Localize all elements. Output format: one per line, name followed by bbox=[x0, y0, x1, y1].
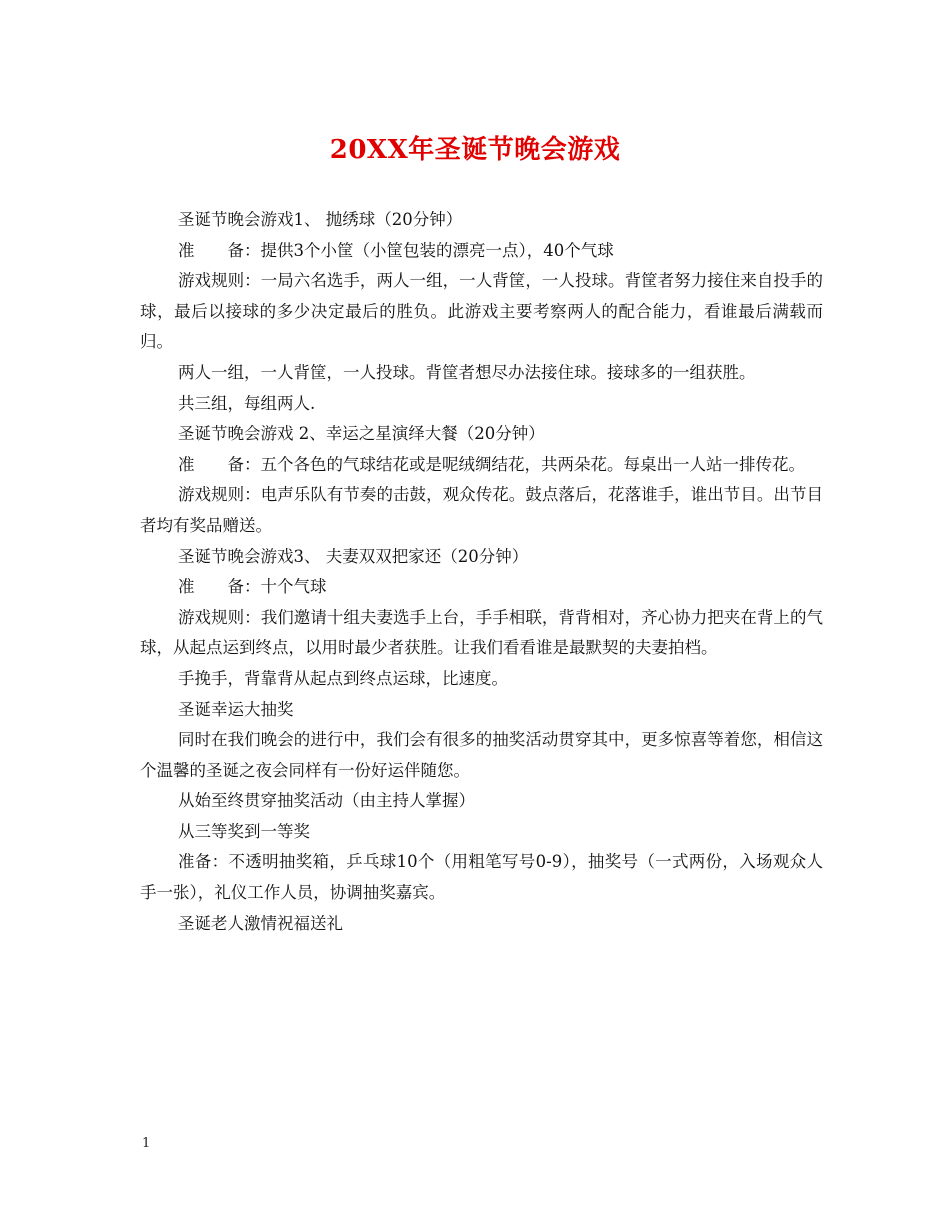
paragraph: 圣诞节晚会游戏1、 抛绣球（20分钟） bbox=[178, 210, 463, 229]
paragraph: 游戏规则：我们邀请十组夫妻选手上台，手手相联，背背相对，齐心协力把夹在背上的气球，从起点运到终点，以用时最少者获胜。让我们看看谁是最默契的夫妻拍档。 bbox=[140, 607, 823, 658]
paragraph: 从三等奖到一等奖 bbox=[178, 821, 310, 841]
paragraph: 手挽手，背靠背从起点到终点运球，比速度。 bbox=[178, 668, 508, 688]
paragraph: 从始至终贯穿抽奖活动（由主持人掌握） bbox=[178, 791, 475, 811]
paragraph: 准 备：五个各色的气球结花或是呢绒绸结花，共两朵花。每桌出一人站一排传花。 bbox=[178, 454, 805, 474]
paragraph: 准备：不透明抽奖箱，乒乓球10个（用粗笔写号0-9），抽奖号（一式两份，入场观众人手一张），礼仪工作人员，协调抽奖嘉宾。 bbox=[140, 852, 823, 903]
paragraph: 圣诞节晚会游戏 2、幸运之星演绎大餐（20分钟） bbox=[178, 424, 545, 444]
document-body bbox=[140, 205, 823, 939]
document-title: 20XX年圣诞节晚会游戏 bbox=[329, 135, 621, 165]
paragraph: 准 备：提供3个小筐（小筐包装的漂亮一点），40个气球 bbox=[178, 240, 614, 260]
paragraph: 圣诞老人激情祝福送礼 bbox=[178, 913, 343, 933]
paragraph: 游戏规则：一局六名选手，两人一组，一人背筐，一人投球。背筐者努力接住来自投手的球，最后以接球的多少决定最后的胜负。此游戏主要考察两人的配合能力，看谁最后满载而归。 bbox=[140, 271, 823, 352]
paragraph: 圣诞幸运大抽奖 bbox=[178, 699, 294, 719]
paragraph: 共三组，每组两人. bbox=[178, 393, 316, 413]
paragraph: 准 备：十个气球 bbox=[178, 577, 327, 597]
page-number: 1 bbox=[142, 1136, 151, 1151]
paragraph: 同时在我们晚会的进行中，我们会有很多的抽奖活动贯穿其中，更多惊喜等着您，相信这个温馨的圣诞之夜会同样有一份好运伴随您。 bbox=[140, 730, 823, 780]
paragraph: 圣诞节晚会游戏3、 夫妻双双把家还（20分钟） bbox=[178, 546, 529, 566]
paragraph: 游戏规则：电声乐队有节奏的击鼓，观众传花。鼓点落后，花落谁手，谁出节目。出节目者均有奖品赠送。 bbox=[140, 485, 823, 535]
paragraph: 两人一组，一人背筐，一人投球。背筐者想尽办法接住球。接球多的一组获胜。 bbox=[178, 362, 756, 382]
